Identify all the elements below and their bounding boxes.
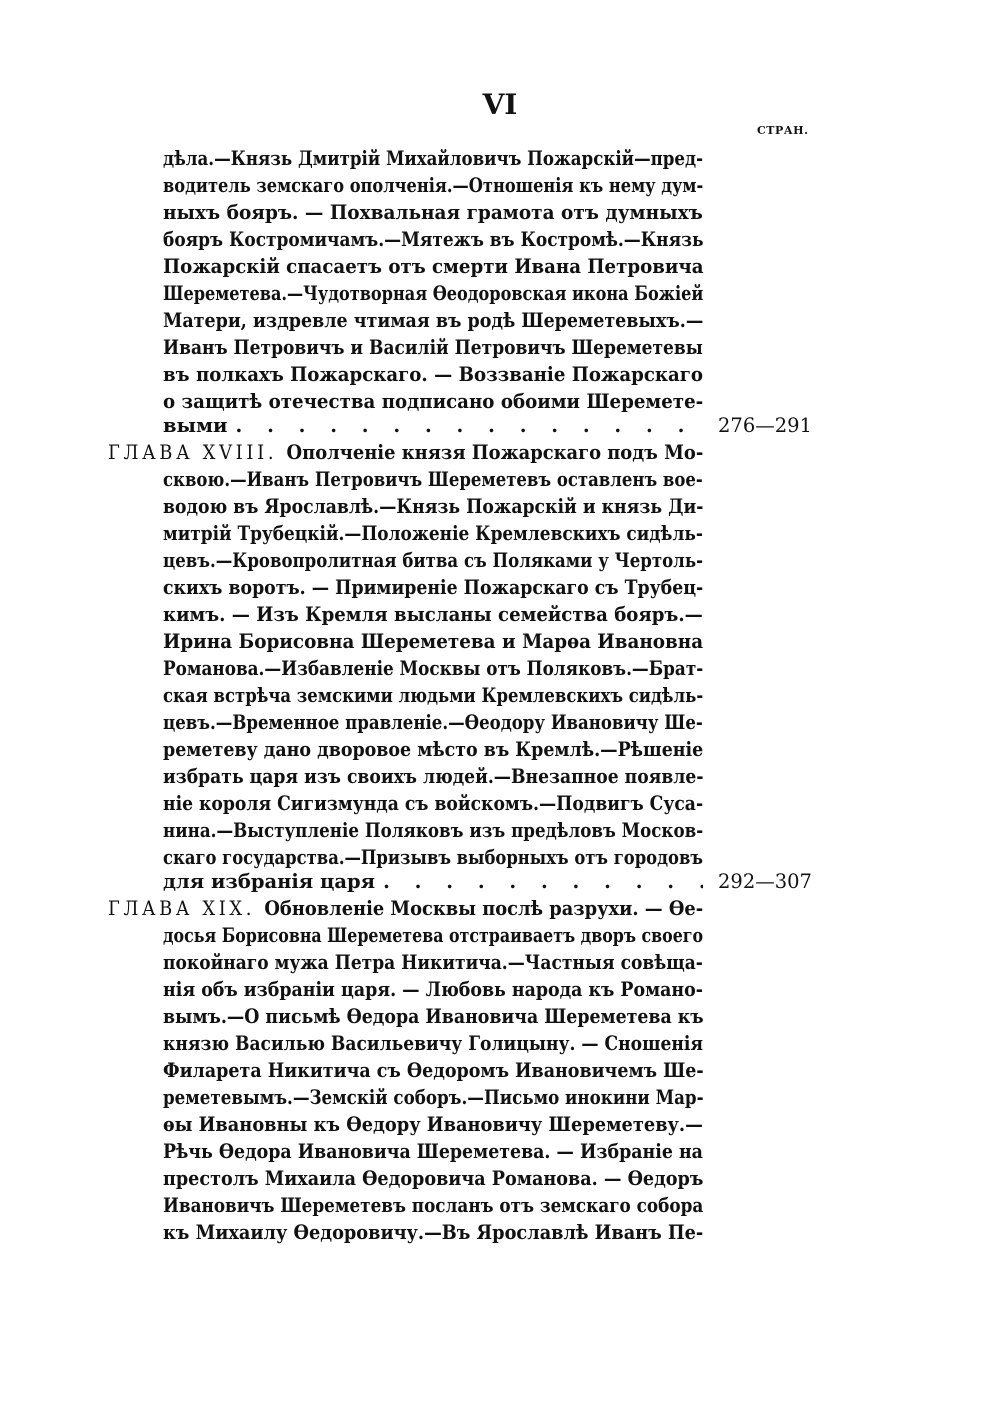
entry-leader-line xyxy=(163,869,703,895)
entry-text-line: Рѣчь Ѳедора Ивановича Шереметева. — Избраніе на xyxy=(163,1140,703,1163)
entry-final-words: выми xyxy=(163,414,228,437)
dot-leader xyxy=(383,869,703,895)
entry-page-range: 276—291 xyxy=(718,414,812,437)
entry-text-line: бояръ Костромичамъ.—Мятежъ въ Костромѣ.—Князь xyxy=(163,228,704,251)
entry-leader-line xyxy=(163,413,703,439)
entry-final-words: для избранія царя xyxy=(163,870,376,893)
entry-text-line: скаго государства.—Призывъ выборныхъ отъ городовъ xyxy=(163,846,703,869)
entry-text-line: водою въ Ярославлѣ.—Князь Пожарскій и князь Ди- xyxy=(163,495,704,518)
entry-text-line: избрать царя изъ своихъ людей.—Внезапное появле- xyxy=(163,765,704,788)
dot-leader xyxy=(236,413,704,439)
entry-text-line: цевъ.—Временное правленіе.—Ѳеодору Ивановичу Ше- xyxy=(163,711,703,734)
entry-text-line: Филарета Никитича съ Ѳедоромъ Ивановичемъ Ше- xyxy=(163,1059,704,1082)
entry-text-line: сквою.—Иванъ Петровичъ Шереметевъ оставленъ вое- xyxy=(163,468,703,491)
entry-text-line: Ополченіе князя Пожарскаго подъ Мо- xyxy=(286,441,704,464)
entry-text-line: нина.—Выступленіе Поляковъ изъ предѣловъ Москов- xyxy=(163,819,704,842)
entry-text-line: цевъ.—Кровопролитная битва съ Поляками у Чертоль- xyxy=(163,549,703,572)
entry-text-line: Пожарскій спасаетъ отъ смерти Ивана Петровича xyxy=(163,255,704,278)
entry-text-line: Ивановичъ Шереметевъ посланъ отъ земскаго собора xyxy=(163,1194,704,1217)
entry-text-line: ныхъ бояръ. — Похвальная грамота отъ думныхъ xyxy=(163,201,703,224)
entry-text-line: дѣла.—Князь Дмитрій Михайловичъ Пожарскій—пред- xyxy=(163,147,704,170)
entry-text-line: покойнаго мужа Петра Никитича.—Частныя совѣща- xyxy=(163,951,703,974)
entry-text-line: Иванъ Петровичъ и Василій Петровичъ Шереметевы xyxy=(163,336,703,359)
entry-text-line: досья Борисовна Шереметева отстраиваетъ дворъ своего xyxy=(163,924,704,947)
entry-text-line: митрій Трубецкій.—Положеніе Кремлевскихъ сидѣль- xyxy=(163,522,703,545)
entry-text-line: вымъ.—О письмѣ Ѳедора Ивановича Шереметева къ xyxy=(163,1005,704,1028)
page-number: VI xyxy=(482,88,518,121)
entry-text-line: ѳы Ивановны къ Ѳедору Ивановичу Шереметеву.— xyxy=(163,1113,703,1136)
entry-text-line: Матери, издревле чтимая въ родѣ Шереметевыхъ.— xyxy=(163,309,704,332)
entry-text-line: скихъ воротъ. — Примиреніе Пожарскаго съ Трубец- xyxy=(163,576,704,599)
entry-text-line: къ Михаилу Ѳедоровичу.—Въ Ярославлѣ Иванъ Пе- xyxy=(163,1221,704,1244)
entry-text-line: реметеву дано дворовое мѣсто въ Кремлѣ.—Рѣшеніе xyxy=(163,738,704,761)
entry-first-line xyxy=(108,896,703,922)
entry-text-line: ніе короля Сигизмунда съ войскомъ.—Подвигъ Суса- xyxy=(163,792,704,815)
entry-text-line: реметевымъ.—Земскій соборъ.—Письмо инокини Мар- xyxy=(163,1086,704,1109)
entry-text-line: ская встрѣча земскими людьми Кремлевскихъ сидѣль- xyxy=(163,684,704,707)
entry-first-line xyxy=(108,440,703,466)
pages-column-header: СТРАН. xyxy=(757,124,809,137)
entry-text-line: Шереметева.—Чудотворная Ѳеодоровская икона Божіей xyxy=(163,282,704,305)
entry-text-line: князю Василью Васильевичу Голицыну. — Сношенія xyxy=(163,1032,704,1055)
entry-text-line: въ полкахъ Пожарскаго. — Воззваніе Пожарскаго xyxy=(163,363,703,386)
entry-text-line: Романова.—Избавленіе Москвы отъ Поляковъ.—Брат- xyxy=(163,657,704,680)
entry-text-line: Ирина Борисовна Шереметева и Марѳа Ивановна xyxy=(163,630,704,653)
entry-text-line: Обновленіе Москвы послѣ разрухи. — Ѳе- xyxy=(264,897,704,920)
entry-text-line: престолъ Михаила Ѳедоровича Романова. — Ѳедоръ xyxy=(163,1167,704,1190)
entry-text-line: нія объ избраніи царя. — Любовь народа къ Романо- xyxy=(163,978,703,1001)
entry-text-line: водитель земскаго ополченія.—Отношенія къ нему дум- xyxy=(163,174,704,197)
chapter-heading: ГЛАВА XVIII. xyxy=(108,441,287,464)
entry-text-line: кимъ. — Изъ Кремля высланы семейства бояръ.— xyxy=(163,603,703,626)
entry-text-line: о защитѣ отечества подписано обоими Шереметe- xyxy=(163,390,704,413)
chapter-heading: ГЛАВА XIX. xyxy=(108,897,265,920)
entry-page-range: 292—307 xyxy=(718,870,812,893)
